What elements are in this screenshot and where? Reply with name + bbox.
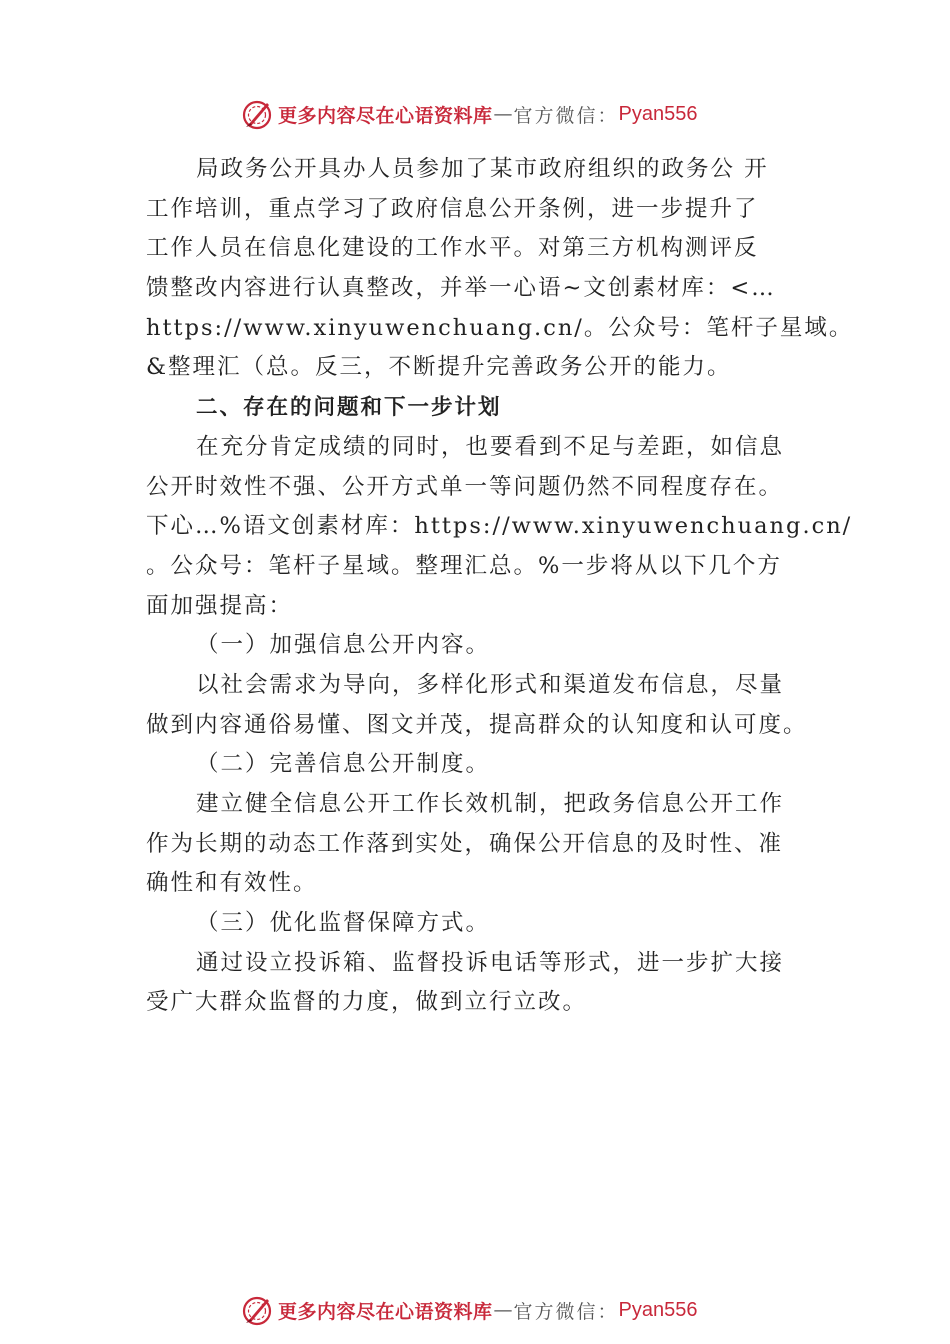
- text-line: 下心…%语文创素材库：https://www.xinyuwenchuang.cn/: [146, 513, 853, 540]
- subsection-heading: （二）完善信息公开制度。: [196, 751, 491, 778]
- banner-wechat-id: Pyan556: [618, 1298, 698, 1321]
- text-line: 工作培训，重点学习了政府信息公开条例，进一步提升了: [146, 195, 759, 222]
- text-line: 公开时效性不强、公开方式单一等问题仍然不同程度存在。: [146, 473, 784, 500]
- text-line: 以社会需求为导向，多样化形式和渠道发布信息，尽量: [196, 671, 785, 698]
- text-line: 确性和有效性。: [146, 870, 318, 897]
- text-line: 在充分肯定成绩的同时，也要看到不足与差距，如信息: [196, 433, 785, 460]
- subsection-heading: （一）加强信息公开内容。: [196, 632, 491, 659]
- text-line: 作为长期的动态工作落到实处，确保公开信息的及时性、准: [146, 830, 784, 857]
- text-line: 。公众号：笔杆子星域。整理汇总。%一步将从以下几个方: [146, 552, 782, 579]
- header-banner: [0, 94, 950, 134]
- text-line: 馈整改内容进行认真整改，并举一心语~文创素材库：<…: [146, 275, 776, 302]
- banner-brand-text: 更多内容尽在心语资料库: [278, 104, 493, 127]
- brush-logo-icon: [240, 1293, 274, 1327]
- text-line: 通过设立投诉箱、监督投诉电话等形式，进一步扩大接: [196, 949, 785, 976]
- text-line: 面加强提高：: [146, 592, 294, 619]
- banner-separator: —: [493, 103, 513, 125]
- banner-wechat-label: 官方微信：: [513, 1300, 619, 1323]
- banner-brand-text: 更多内容尽在心语资料库: [278, 1300, 493, 1323]
- brush-logo-icon: [240, 97, 274, 131]
- text-line: 工作人员在信息化建设的工作水平。对第三方机构测评反: [146, 235, 759, 262]
- section-heading: 二、存在的问题和下一步计划: [196, 395, 502, 421]
- document-body: [146, 150, 854, 1023]
- footer-banner: [0, 1290, 950, 1330]
- text-line: https://www.xinyuwenchuang.cn/。公众号：笔杆子星域。: [146, 314, 854, 341]
- banner-wechat-label: 官方微信：: [513, 104, 619, 127]
- banner-wechat-id: Pyan556: [618, 102, 698, 125]
- text-line: 局政务公开具办人员参加了某市政府组织的政务公 开: [196, 156, 769, 182]
- text-line: 受广大群众监督的力度，做到立行立改。: [146, 989, 588, 1016]
- text-line: 做到内容通俗易懂、图文并茂，提高群众的认知度和认可度。: [146, 711, 808, 738]
- subsection-heading: （三）优化监督保障方式。: [196, 910, 491, 937]
- banner-separator: —: [493, 1299, 513, 1321]
- text-line: &整理汇（总。反三，不断提升完善政务公开的能力。: [146, 354, 732, 381]
- text-line: 建立健全信息公开工作长效机制，把政务信息公开工作: [196, 791, 785, 817]
